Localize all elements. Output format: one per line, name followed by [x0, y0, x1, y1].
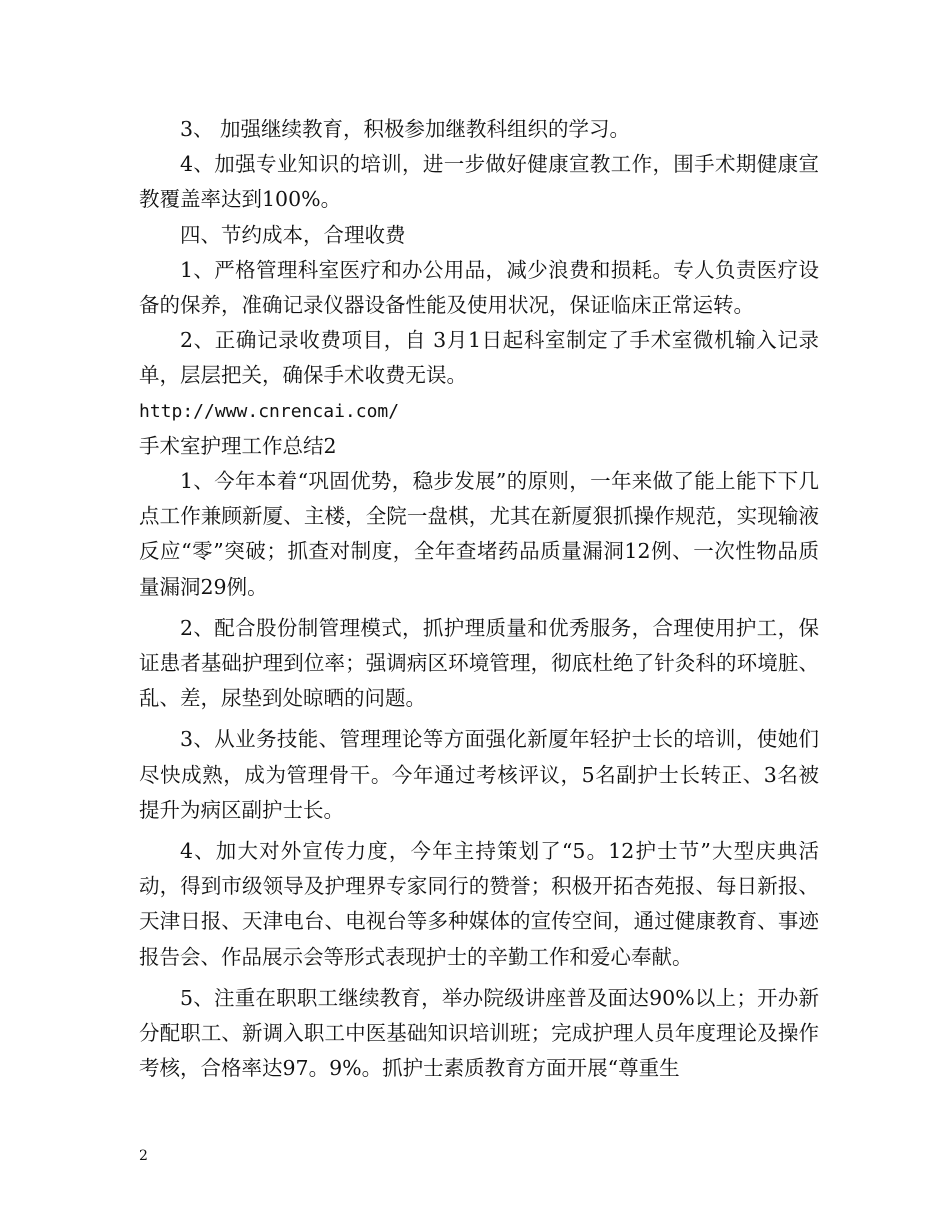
paragraph-supplies-management: 1、严格管理科室医疗和办公用品，减少浪费和损耗。专人负责医疗设备的保养，准确记录仪器设备性能及使用状况，保证临床正常运转。: [139, 257, 819, 318]
page-number: 2: [139, 1148, 148, 1164]
heading-cost-saving: 四、节约成本，合理收费: [180, 222, 406, 247]
paragraph-professional-training: 4、加强专业知识的培训，进一步做好健康宣教工作，围手术期健康宣教覆盖率达到100%。: [139, 152, 819, 212]
document-body: [139, 112, 819, 1086]
paragraph-summary-4: 4、加大对外宣传力度，今年主持策划了“5。12护士节”大型庆典活动，得到市级领导及护理界专家同行的赞誉；积极开拓杏苑报、每日新报、天津日报、天津电台、电视台等多种媒体的宣传空间，通过健康教育、事迹报告会、作品展示会等形式表现护士的辛勤工作和爱心奉献。: [139, 839, 819, 969]
paragraph-summary-2: 2、配合股份制管理模式，抓护理质量和优秀服务，合理使用护工，保证患者基础护理到位率；强调病区环境管理，彻底杜绝了针灸科的环境脏、乱、差，尿垫到处晾晒的问题。: [139, 615, 819, 711]
paragraph-fee-records: 2、正确记录收费项目，自 3月1日起科室制定了手术室微机输入记录单，层层把关，确保手术收费无误。: [139, 328, 819, 388]
source-url: http://www.cnrencai.com/: [139, 400, 400, 422]
section-title: 手术室护理工作总结2: [139, 433, 337, 458]
paragraph-summary-3: 3、从业务技能、管理理论等方面强化新厦年轻护士长的培训，使她们尽快成熟，成为管理骨干。今年通过考核评议，5名副护士长转正、3名被提升为病区副护士长。: [139, 727, 819, 822]
paragraph-summary-1: 1、今年本着“巩固优势，稳步发展”的原则，一年来做了能上能下下几点工作兼顾新厦、主楼，全院一盘棋，尤其在新厦狠抓操作规范，实现输液反应“零”突破；抓查对制度，全年查堵药品质量漏洞12例、一次性物品质量漏洞29例。: [139, 469, 819, 599]
paragraph-continuing-education: 3、 加强继续教育，积极参加继教科组织的学习。: [180, 117, 631, 141]
paragraph-summary-5: 5、注重在职职工继续教育，举办院级讲座普及面达90%以上；开办新分配职工、新调入职工中医基础知识培训班；完成护理人员年度理论及操作考核，合格率达97。9%。抓护士素质教育方面开展“尊重生: [139, 985, 819, 1081]
